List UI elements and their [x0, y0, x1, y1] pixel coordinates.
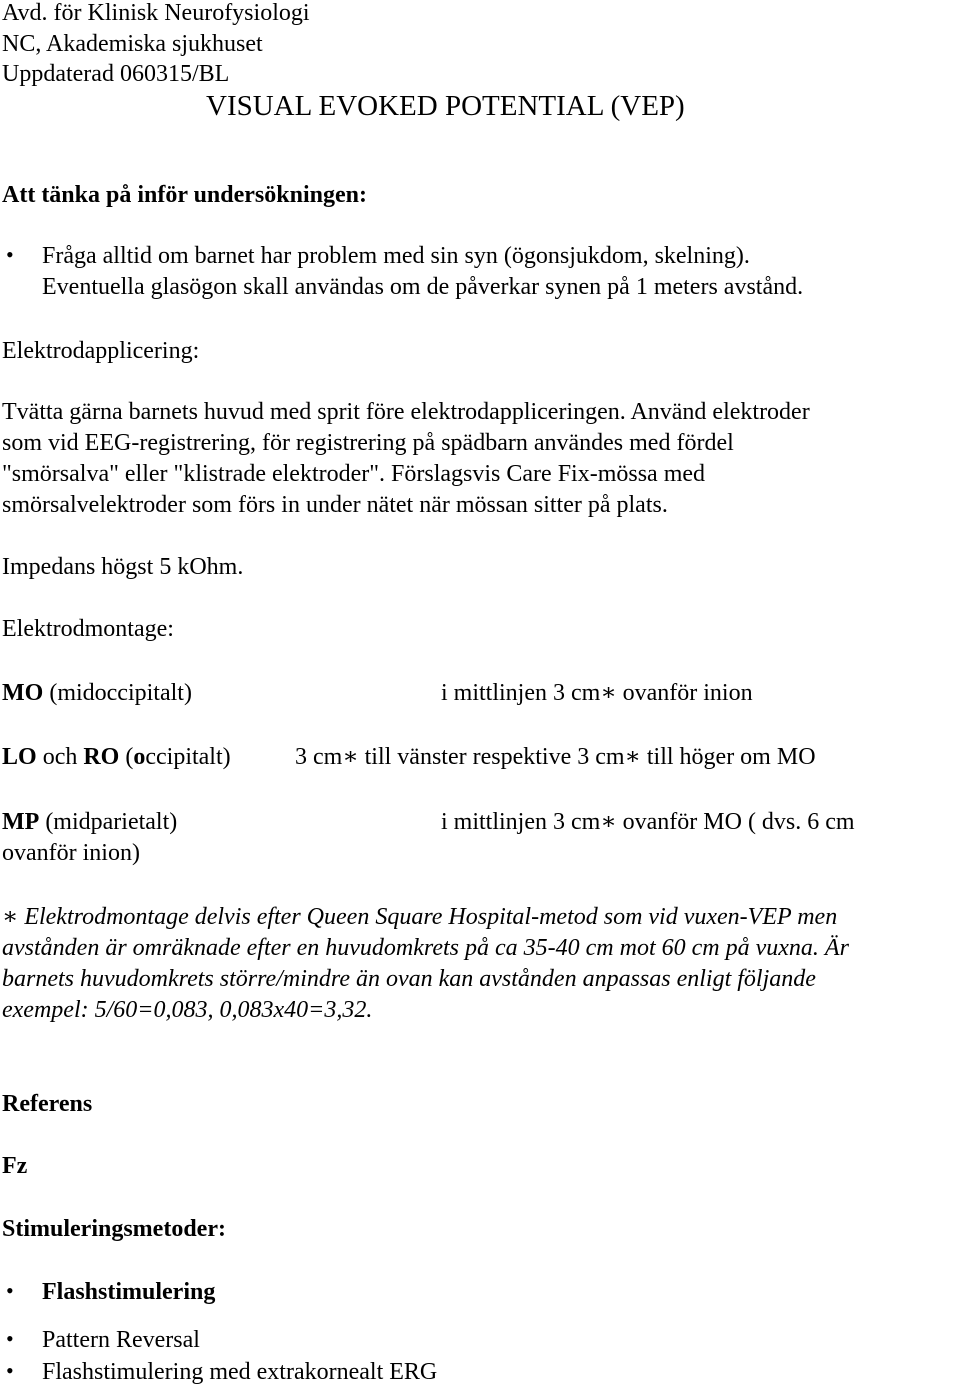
footnote-line-3: barnets huvudomkrets större/mindre än ovan kan avstånden anpassas enligt följande [2, 966, 816, 992]
montage-mo-label: MO (midoccipitalt) [2, 680, 192, 706]
before-exam-line-2: Eventuella glasögon skall användas om de påverkar synen på 1 meters avstånd. [42, 274, 804, 300]
bullet-marker: • [6, 242, 14, 267]
section-heading-before-exam: Att tänka på inför undersökningen: [2, 182, 367, 208]
bullet-marker: • [6, 1278, 14, 1303]
section-heading-montage: Elektrodmontage: [2, 616, 174, 642]
electrode-application-line-2: som vid EEG-registrering, för registrering på spädbarn användes med fördel [2, 430, 734, 456]
section-heading-reference: Referens [2, 1091, 93, 1117]
section-heading-electrode-application: Elektrodapplicering: [2, 338, 200, 364]
electrode-application-line-3: "smörsalva" eller "klistrade elektroder". Förslagsvis Care Fix-mössa med [2, 461, 706, 487]
stimulation-item-flash-erg: Flashstimulering med extrakornealt ERG [42, 1359, 438, 1385]
header-hospital: NC, Akademiska sjukhuset [2, 31, 263, 57]
section-heading-stimulation: Stimuleringsmetoder: [2, 1216, 226, 1242]
stimulation-item-flash: Flashstimulering [42, 1279, 216, 1305]
footnote-line-1: ∗ Elektrodmontage delvis efter Queen Square Hospital-metod som vid vuxen-VEP men [2, 904, 838, 930]
footnote-line-4: exempel: 5/60=0,083, 0,083x40=3,32. [2, 997, 373, 1023]
montage-mp-continuation: ovanför inion) [2, 840, 140, 866]
page-title: VISUAL EVOKED POTENTIAL (VEP) [206, 90, 685, 122]
montage-mp-description: i mittlinjen 3 cm∗ ovanför MO ( dvs. 6 cm [441, 809, 855, 835]
footnote-line-2: avstånden är omräknade efter en huvudomkrets på ca 35-40 cm mot 60 cm på vuxna. Är [2, 935, 849, 961]
bullet-marker: • [6, 1326, 14, 1351]
montage-mo-description: i mittlinjen 3 cm∗ ovanför inion [441, 680, 753, 706]
header-department: Avd. för Klinisk Neurofysiologi [2, 0, 310, 26]
before-exam-line-1: Fråga alltid om barnet har problem med sin syn (ögonsjukdom, skelning). [42, 243, 750, 269]
electrode-application-line-4: smörsalvelektroder som förs in under nätet när mössan sitter på plats. [2, 492, 668, 518]
header-updated: Uppdaterad 060315/BL [2, 61, 230, 87]
stimulation-item-pattern-reversal: Pattern Reversal [42, 1327, 200, 1353]
montage-mp-label: MP (midparietalt) [2, 809, 178, 835]
reference-value: Fz [2, 1153, 28, 1179]
montage-lo-ro-description: 3 cm∗ till vänster respektive 3 cm∗ till höger om MO [295, 744, 816, 770]
montage-lo-ro-label: LO och RO (occipitalt) [2, 744, 231, 770]
impedance-text: Impedans högst 5 kOhm. [2, 554, 244, 580]
bullet-marker: • [6, 1358, 14, 1383]
electrode-application-line-1: Tvätta gärna barnets huvud med sprit före elektrodappliceringen. Använd elektroder [2, 399, 810, 425]
